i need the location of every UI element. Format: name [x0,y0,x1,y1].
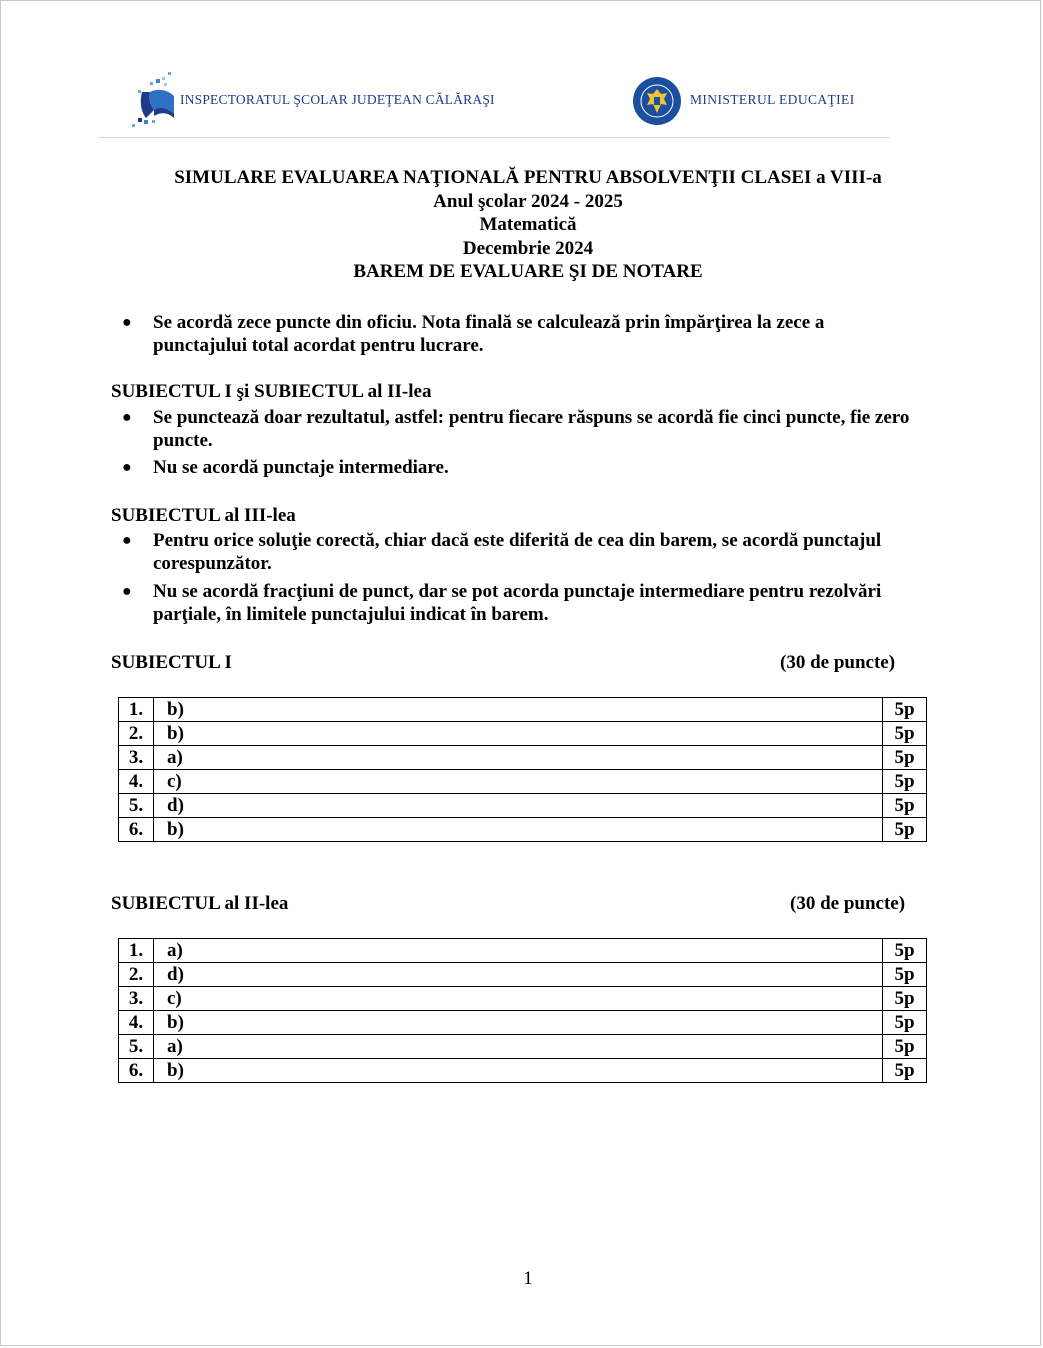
isj-name: INSPECTORATUL ŞCOLAR JUDEŢEAN CĂLĂRAŞI [180,92,495,107]
table-row [119,1059,927,1083]
rule-text: Se acordă zece puncte din oficiu. Nota finală se calculează prin împărţirea la zece a punctajului total acordat pentru lucrare. [153,312,825,356]
item-number: 2. [119,722,154,746]
item-number: 1. [119,939,154,963]
score: 5p [883,794,927,818]
table-row [119,818,927,842]
score: 5p [883,818,927,842]
header-divider [98,137,890,138]
item-number: 5. [119,794,154,818]
answer: b) [154,1059,883,1083]
table-row [119,746,927,770]
score: 5p [883,987,927,1011]
answer: b) [154,722,883,746]
bullet-icon: ● [122,409,132,426]
rule-item [122,456,943,479]
subiect-1-table [118,697,927,842]
item-number: 3. [119,746,154,770]
page-number: 1 [523,1268,533,1289]
score: 5p [883,770,927,794]
answer: b) [154,1011,883,1035]
title-line: Anul şcolar 2024 - 2025 [433,190,623,212]
subiect-1-points: (30 de puncte) [780,652,896,673]
score: 5p [883,1035,927,1059]
answer: b) [154,698,883,722]
bullet-icon: ● [122,532,132,549]
score: 5p [883,963,927,987]
score: 5p [883,746,927,770]
table-row [119,987,927,1011]
document-header [98,66,890,138]
answer: a) [154,1035,883,1059]
rule-text: Nu se acordă fracţiuni de punct, dar se pot acorda punctaje intermediare pentru rezolvări parţiale, în limitele punctajului indicat în barem. [153,581,882,625]
answer: a) [154,939,883,963]
answer: c) [154,987,883,1011]
table-row [119,722,927,746]
answer: d) [154,794,883,818]
item-number: 6. [119,1059,154,1083]
bullet-icon: ● [122,314,132,331]
title-line: SIMULARE EVALUAREA NAŢIONALĂ PENTRU ABSOLVENŢII CLASEI a VIII-a [174,167,882,188]
title-line: Matematică [479,214,577,235]
general-rule-item [122,311,913,357]
item-number: 2. [119,963,154,987]
subiect-2-table [118,938,927,1083]
table-row [119,963,927,987]
table-row [119,1011,927,1035]
rule-item [122,580,953,626]
subiect-2-heading: SUBIECTUL al II-lea [111,893,289,914]
title-line: BAREM DE EVALUARE ŞI DE NOTARE [353,261,703,282]
answer: a) [154,746,883,770]
answer: b) [154,818,883,842]
table-row [119,770,927,794]
rule-item [122,406,943,452]
isj-logo-icon [128,70,180,132]
section-heading: SUBIECTUL I şi SUBIECTUL al II-lea [111,381,432,402]
title-line: Decembrie 2024 [462,237,594,259]
answer: c) [154,770,883,794]
bullet-icon: ● [122,583,132,600]
subiect-1-heading: SUBIECTUL I [111,652,232,673]
score: 5p [883,698,927,722]
government-seal-icon [632,76,682,126]
document-title [0,166,1043,284]
item-number: 5. [119,1035,154,1059]
answer: d) [154,963,883,987]
bullet-icon: ● [122,459,132,476]
table-row [119,1035,927,1059]
item-number: 1. [119,698,154,722]
subiect-2-points: (30 de puncte) [790,893,906,914]
score: 5p [883,1059,927,1083]
rule-text: Pentru orice soluţie corectă, chiar dacă este diferită de cea din barem, se acordă punctajul corespunzător. [153,530,882,574]
item-number: 6. [119,818,154,842]
rule-text: Se punctează doar rezultatul, astfel: pentru fiecare răspuns se acordă fie cinci puncte, fie zero puncte. [153,407,910,451]
item-number: 3. [119,987,154,1011]
rule-text: Nu se acordă punctaje intermediare. [153,457,449,478]
score: 5p [883,1011,927,1035]
table-row [119,794,927,818]
score: 5p [883,939,927,963]
table-row [119,939,927,963]
ministry-name: MINISTERUL EDUCAŢIEI [690,92,855,107]
section-heading: SUBIECTUL al III-lea [111,505,296,526]
item-number: 4. [119,770,154,794]
score: 5p [883,722,927,746]
rule-item [122,529,953,575]
table-row [119,698,927,722]
item-number: 4. [119,1011,154,1035]
